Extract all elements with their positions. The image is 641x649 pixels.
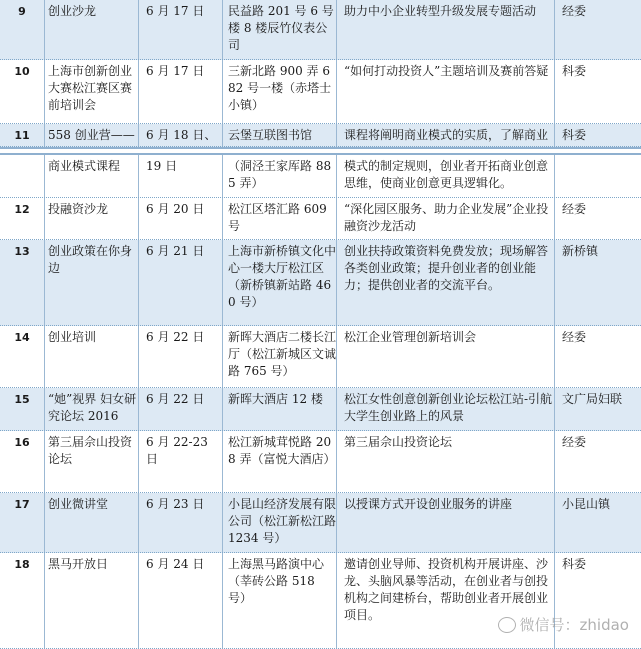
organizer: 新桥镇	[562, 244, 599, 258]
row-number: 11	[14, 129, 30, 142]
activity-date: 6 月 24 日	[146, 557, 205, 571]
activity-place: 小昆山经济发展有限公司（松江新松江路 1234 号）	[228, 497, 337, 545]
page-break-separator	[0, 147, 641, 155]
row-number: 10	[14, 65, 30, 78]
table-row	[0, 326, 641, 388]
organizer: 经委	[562, 4, 587, 18]
table-row	[0, 155, 641, 198]
activity-place: （洞泾王家厍路 885 弄）	[228, 159, 332, 190]
activity-description: “深化园区服务、助力企业发展”企业投融资沙龙活动	[344, 202, 549, 233]
row-number: 13	[14, 245, 30, 258]
activity-description: 松江女性创意创新创业论坛松江站-引航大学生创业路上的风景	[344, 392, 553, 423]
activity-description: 创业扶持政策资料免费发放；现场解答各类创业政策；提升创业者的创业能力；提供创业者的交流平台。	[344, 244, 549, 292]
activity-description: 松江企业管理创新培训会	[344, 330, 477, 344]
activity-description: 课程将阐明商业模式的实质，了解商业	[344, 128, 549, 142]
table-row	[0, 240, 641, 326]
row-number: 12	[14, 203, 30, 216]
activity-place: 松江区塔汇路 609 号	[228, 202, 327, 233]
table-row	[0, 124, 641, 147]
organizer: 科委	[562, 64, 587, 78]
wechat-icon	[498, 617, 516, 633]
activity-date: 6 月 21 日	[146, 244, 205, 258]
organizer: 科委	[562, 557, 587, 571]
activity-place: 上海黑马路演中心（莘砖公路 518 号）	[228, 557, 325, 605]
organizer: 经委	[562, 202, 587, 216]
row-number: 18	[14, 558, 30, 571]
organizer: 经委	[562, 435, 587, 449]
table-row	[0, 60, 641, 124]
activity-place: 新晖大酒店二楼长江厅（松江新城区文诚路 765 号）	[228, 330, 337, 378]
activity-description: 模式的制定规则，创业者开拓商业创意思维，使商业创意更具逻辑化。	[344, 159, 549, 190]
table-row	[0, 388, 641, 431]
activity-date: 6 月 17 日	[146, 4, 205, 18]
activity-name: 创业政策在你身边	[48, 244, 133, 275]
activity-place: 民益路 201 号 6 号楼 8 楼辰竹仪表公司	[228, 4, 334, 52]
activity-place: 松江新城茸悦路 208 弄（富悦大酒店）	[228, 435, 336, 466]
table-row	[0, 493, 641, 553]
activity-name: 创业微讲堂	[48, 497, 109, 511]
activity-date: 6 月 22-23 日	[146, 435, 208, 466]
activity-name: 558 创业营——	[48, 128, 135, 142]
organizer	[554, 155, 641, 158]
wechat-watermark	[498, 614, 629, 635]
row-number	[0, 155, 44, 158]
watermark-text: 微信号：zhidao	[519, 616, 629, 634]
activity-description: “如何打动投资人”主题培训及赛前答疑	[344, 64, 549, 78]
row-number: 15	[14, 393, 30, 406]
activity-name: 投融资沙龙	[48, 202, 109, 216]
activity-place: 上海市新桥镇文化中心一楼大厅松江区（新桥镇新站路 460 号）	[228, 244, 337, 309]
activity-name: 黑马开放日	[48, 557, 109, 571]
table-row	[0, 0, 641, 60]
activity-description: 助力中小企业转型升级发展专题活动	[344, 4, 537, 18]
organizer: 科委	[562, 128, 587, 142]
activity-description: 邀请创业导师、投资机构开展讲座、沙龙、头脑风暴等活动，在创业者与创投机构之间建桥台，帮助创业者开展创业项目。	[344, 557, 549, 622]
table-row	[0, 198, 641, 240]
activity-date: 6 月 22 日	[146, 392, 205, 406]
organizer: 经委	[562, 330, 587, 344]
activity-date: 6 月 18 日、	[146, 128, 217, 142]
activity-date: 6 月 20 日	[146, 202, 205, 216]
activity-date: 19 日	[146, 159, 178, 173]
table-row	[0, 431, 641, 493]
activity-name: 上海市创新创业大赛松江赛区赛前培训会	[48, 64, 133, 112]
row-number: 14	[14, 331, 30, 344]
activity-date: 6 月 22 日	[146, 330, 205, 344]
activity-date: 6 月 17 日	[146, 64, 205, 78]
column-divider	[554, 155, 555, 197]
activity-name: 创业沙龙	[48, 4, 97, 18]
row-number: 17	[14, 498, 30, 511]
organizer: 文广局妇联	[562, 392, 623, 406]
activity-description: 以授课方式开设创业服务的讲座	[344, 497, 513, 511]
activity-name: 第三届佘山投资论坛	[48, 435, 133, 466]
activity-name: 商业模式课程	[48, 159, 121, 173]
activity-place: 云堡互联图书馆	[228, 128, 313, 142]
activity-name: “她”视界 妇女研究论坛 2016	[48, 392, 137, 423]
activity-place: 三新北路 900 弄 682 号一楼（赤塔士小镇）	[228, 64, 332, 112]
activity-description: 第三届佘山投资论坛	[344, 435, 453, 449]
row-number: 16	[14, 436, 30, 449]
organizer: 小昆山镇	[562, 497, 611, 511]
activity-place: 新晖大酒店 12 楼	[228, 392, 323, 406]
activity-name: 创业培训	[48, 330, 97, 344]
row-number: 9	[18, 5, 26, 18]
activity-date: 6 月 23 日	[146, 497, 205, 511]
